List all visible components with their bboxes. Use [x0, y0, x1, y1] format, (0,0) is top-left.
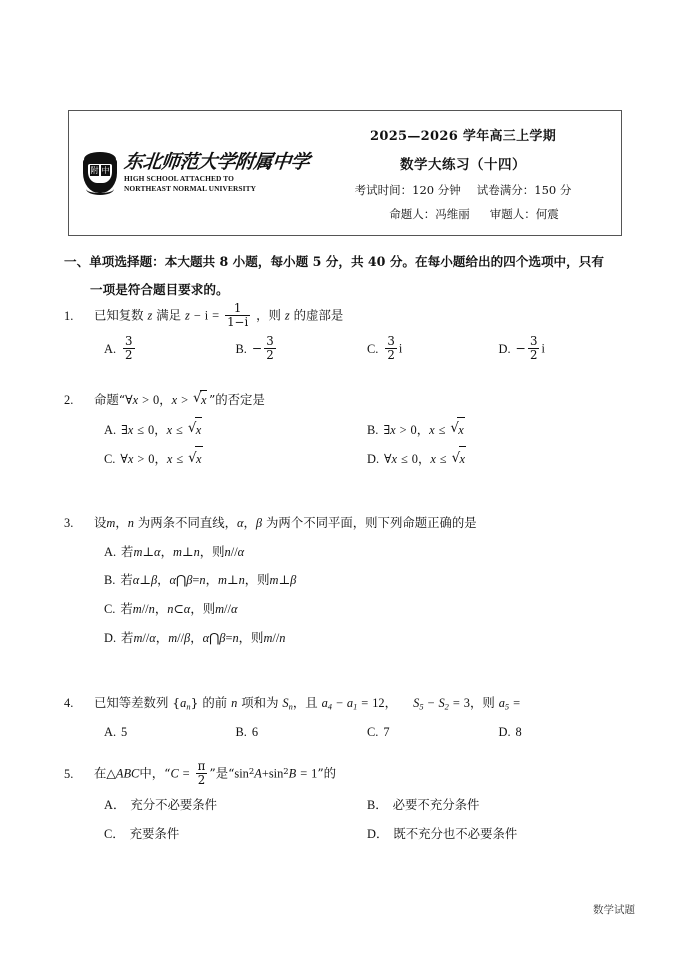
- question-2: [64, 390, 630, 476]
- question-5: [64, 760, 630, 851]
- section-instruction: [64, 248, 624, 304]
- question-5-options: [64, 793, 630, 847]
- school-crest-icon: [81, 151, 119, 195]
- school-name-en-line1: HIGH SCHOOL ATTACHED TO: [124, 173, 234, 183]
- question-1-option-C[interactable]: C. $\frac{3}{2}$ i: [367, 334, 403, 363]
- exam-title: 数学大练习（十四）: [400, 156, 526, 173]
- question-2-option-B[interactable]: B. ∃x > 0，x ≤ √ x: [367, 417, 630, 443]
- question-3: [64, 514, 630, 655]
- question-5-stem: [64, 760, 630, 786]
- section-instruction-line2: 一项是符合题目要求的。: [90, 282, 229, 297]
- school-name-en-line2: NORTHEAST NORMAL UNIVERSITY: [124, 183, 257, 193]
- exam-header-text: [319, 125, 621, 222]
- question-3-option-C[interactable]: C. 若m//n，n⊂α，则m//α: [104, 601, 238, 617]
- exam-meta-row: [319, 182, 607, 198]
- exam-author: 命题人：冯维丽: [389, 206, 470, 221]
- question-5-option-B[interactable]: B． 必要不充分条件: [367, 797, 480, 813]
- question-2-stem: [64, 390, 630, 410]
- question-1-option-B[interactable]: B. − $\frac{3}{2}$: [235, 334, 274, 363]
- question-3-option-B[interactable]: B. 若α⊥β，α⋂β=n，m⊥n，则m⊥β: [104, 572, 297, 588]
- crest-char-right: 中: [101, 166, 110, 175]
- question-1-options: [64, 335, 630, 361]
- academic-year: 2025—2026 学年高三上学期: [370, 128, 556, 144]
- question-5-option-C[interactable]: C． 充要条件: [104, 826, 180, 842]
- question-4-option-B[interactable]: B. 6: [235, 725, 259, 740]
- question-4-options: [64, 720, 630, 745]
- question-3-option-A[interactable]: A. 若m⊥α，m⊥n，则n//α: [104, 543, 245, 559]
- question-1-stem: [64, 302, 630, 328]
- question-4-text: 已知等差数列 $\{a_n\}$ 的前 n 项和为 $S_n$，且 $a_4 - a_1 = 12$， $S_5 - S_2 = 3$，则 $a_5$ =: [94, 695, 521, 712]
- question-2-text: 命题“∀x > 0，x > √ x ”的否定是: [94, 390, 630, 410]
- question-2-option-A[interactable]: A. ∃x ≤ 0，x ≤ √ x: [104, 417, 367, 443]
- exam-authors-row: [319, 206, 607, 222]
- section-instruction-line1: 一、单项选择题：本大题共 8 小题，每小题 5 分，共 40 分。在每小题给出的四个选项中，只有: [64, 254, 604, 269]
- school-name-cn: 东北师范大学附属中学: [122, 150, 311, 173]
- exam-header-box: [68, 110, 622, 236]
- page-footer: 数学试题: [593, 904, 635, 916]
- school-logo: [69, 151, 319, 195]
- question-5-text: 在△ABC中，“C = $\frac{\pi}{2}$ ”是“$\sin^2A+\sin^2B = 1$”的: [94, 759, 337, 787]
- question-5-option-A[interactable]: A． 充分不必要条件: [104, 797, 218, 813]
- question-5-option-D[interactable]: D． 既不充分也不必要条件: [367, 826, 518, 842]
- question-4-option-D[interactable]: D. 8: [498, 725, 522, 740]
- crest-char-left: 附: [90, 166, 99, 175]
- question-2-option-C[interactable]: C. ∀x > 0，x ≤ √ x: [104, 446, 367, 472]
- question-4-option-C[interactable]: C. 7: [367, 725, 390, 740]
- question-1-number: 1.: [64, 308, 74, 323]
- question-3-option-D[interactable]: D. 若m//α，m//β，α⋂β=n，则m//n: [104, 630, 286, 646]
- question-4-option-A[interactable]: A. 5: [104, 725, 128, 740]
- question-4: [64, 694, 630, 749]
- question-5-number: 5.: [64, 766, 74, 781]
- question-4-stem: [64, 694, 630, 713]
- question-2-number: 2.: [64, 393, 74, 407]
- question-3-stem: [64, 514, 630, 533]
- exam-reviewer: 审题人：何震: [489, 206, 559, 221]
- question-3-text: 设m，n 为两条不同直线，α，β 为两个不同平面，则下列命题正确的是: [94, 515, 477, 530]
- question-4-number: 4.: [64, 696, 74, 710]
- question-3-options: [64, 540, 630, 651]
- question-3-number: 3.: [64, 516, 74, 530]
- question-1-option-D[interactable]: D. − $\frac{3}{2}$ i: [498, 334, 545, 363]
- question-2-options: [64, 417, 630, 473]
- question-1: [64, 302, 630, 366]
- exam-duration: 考试时间：120 分钟: [354, 182, 461, 197]
- question-2-option-D[interactable]: D. ∀x ≤ 0，x ≤ √ x: [367, 446, 630, 472]
- question-1-option-A[interactable]: A. $\frac{3}{2}$: [104, 334, 133, 363]
- exam-total-score: 试卷满分：150 分: [476, 182, 572, 197]
- school-name-block: [122, 150, 311, 193]
- question-1-text: 已知复数 z 满足 z − i = $\frac{1}{1-i}$ ，则 z 的虚部是: [94, 301, 344, 329]
